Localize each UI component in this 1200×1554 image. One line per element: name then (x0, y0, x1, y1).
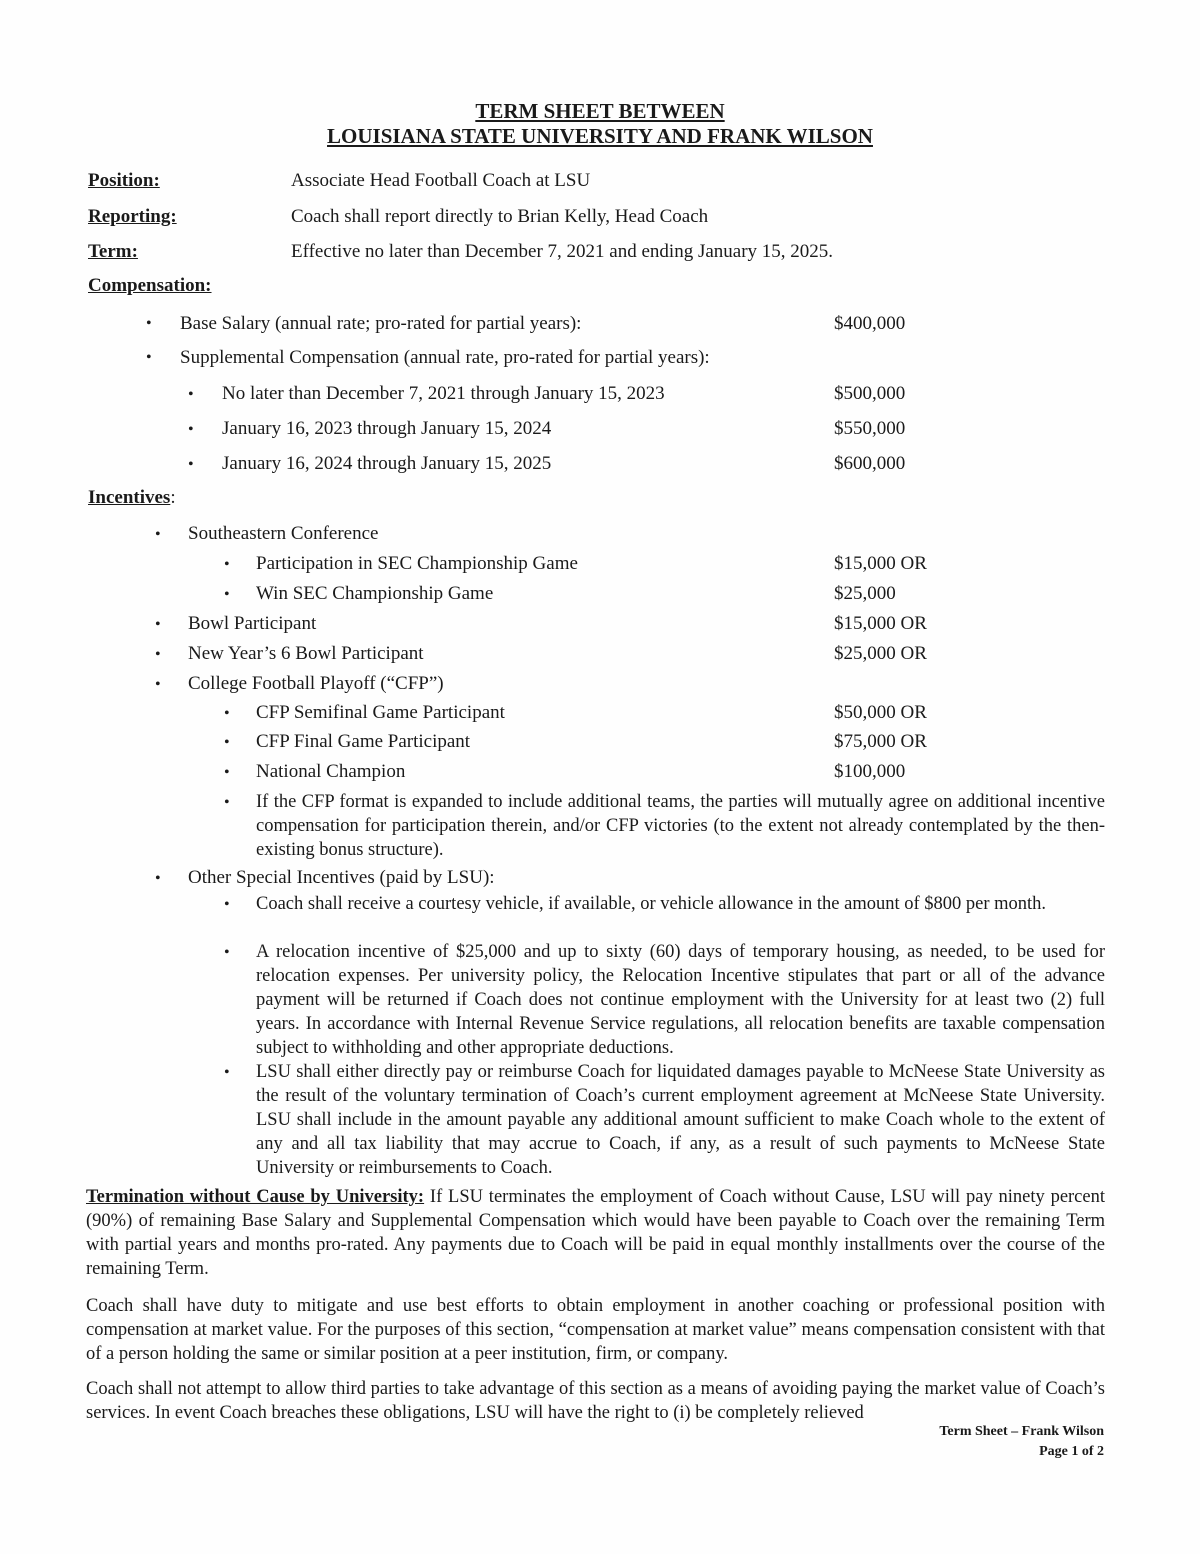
bowl-amount: $15,000 OR (834, 613, 927, 634)
bullet: • (224, 556, 230, 573)
ny6-label: New Year’s 6 Bowl Participant (188, 643, 424, 664)
bullet: • (188, 421, 194, 438)
bullet: • (224, 764, 230, 781)
reporting-value: Coach shall report directly to Brian Kelly, Head Coach (291, 206, 709, 227)
supplemental-label: Supplemental Compensation (annual rate, pro-rated for partial years): (180, 347, 710, 368)
bullet: • (146, 315, 152, 332)
bullet: • (224, 896, 230, 913)
cfp-item-amount: $100,000 (834, 761, 906, 782)
reporting-label: Reporting: (88, 206, 177, 227)
relocation-text: A relocation incentive of $25,000 and up to sixty (60) days of temporary housing, as needed, to be used for relocation expenses. Per university policy, the Relocation Incentive stipulates that part or all of the advance payment will be returned if Coach does not continue employment with the University for at least two (2) full years. In accordance with Internal Revenue Service regulations, all relocation benefits are taxable compensation subject to withholding and other appropriate deductions. (256, 942, 1105, 1058)
bullet: • (188, 456, 194, 473)
bullet: • (224, 586, 230, 603)
bullet: • (224, 794, 230, 811)
bullet: • (224, 734, 230, 751)
sec-item-label: Participation in SEC Championship Game (256, 553, 578, 574)
other-incentives-label: Other Special Incentives (paid by LSU): (188, 867, 495, 888)
footer-page-number: Page 1 of 2 (1039, 1444, 1104, 1459)
base-salary-label: Base Salary (annual rate; pro-rated for partial years): (180, 313, 582, 334)
cfp-label: College Football Playoff (“CFP”) (188, 673, 444, 694)
bullet: • (146, 349, 152, 366)
bullet: • (155, 526, 161, 543)
cfp-item-label: CFP Final Game Participant (256, 731, 471, 752)
supp-item-amount: $600,000 (834, 453, 906, 474)
bullet: • (155, 870, 161, 887)
cfp-item-label: National Champion (256, 761, 406, 782)
cfp-expansion-text: If the CFP format is expanded to include additional teams, the parties will mutually agree on additional incentive compensation for participation therein, and/or CFP victories (to the extent not already contemplated by the then-existing bonus structure). (256, 792, 1105, 860)
mitigation-paragraph: Coach shall have duty to mitigate and use best efforts to obtain employment in another coaching or professional position with compensation at market value. For the purposes of this section, “compensation at market value” means compensation consistent with that of a person holding the same or similar position at a peer institution, firm, or company. (86, 1296, 1105, 1364)
title-line-2: LOUISIANA STATE UNIVERSITY AND FRANK WILSON (327, 124, 873, 148)
cfp-item-amount: $75,000 OR (834, 731, 927, 752)
footer-doc-name: Term Sheet – Frank Wilson (939, 1424, 1104, 1439)
term-value: Effective no later than December 7, 2021 and ending January 15, 2025. (291, 241, 834, 262)
base-salary-amount: $400,000 (834, 313, 906, 334)
cfp-item-amount: $50,000 OR (834, 702, 927, 723)
termination-text: If LSU terminates the employment of Coach without Cause, LSU will pay ninety percent (90%) of remaining Base Salary and Supplemental Compensation which would have been payable to Coach over the remaining Term with partial years and months pro-rated. Any payments due to Coach will be paid in equal monthly installments over the course of the remaining Term. (86, 1187, 1105, 1279)
supp-item-label: January 16, 2024 through January 15, 2025 (222, 453, 552, 474)
incentives-colon: : (170, 487, 176, 508)
vehicle-text: Coach shall receive a courtesy vehicle, if available, or vehicle allowance in the amount of $800 per month. (256, 894, 1047, 914)
incentives-label: Incentives (88, 487, 171, 508)
third-party-paragraph: Coach shall not attempt to allow third parties to take advantage of this section as a means of avoiding paying the market value of Coach’s services. In event Coach breaches these obligations, LSU will have the right to (i) be completely relieved (86, 1379, 1105, 1423)
position-value: Associate Head Football Coach at LSU (291, 170, 591, 191)
supp-item-label: January 16, 2023 through January 15, 2024 (222, 418, 552, 439)
bullet: • (224, 944, 230, 961)
sec-item-amount: $15,000 OR (834, 553, 927, 574)
ny6-amount: $25,000 OR (834, 643, 927, 664)
sec-label: Southeastern Conference (188, 523, 379, 544)
bullet: • (155, 676, 161, 693)
mcneese-text: LSU shall either directly pay or reimburse Coach for liquidated damages payable to McNeese State University as the result of the voluntary termination of Coach’s current employment agreement at McNeese State University. LSU shall include in the amount payable any additional amount sufficient to make Coach whole to the extent of any and all tax liability that may accrue to Coach, if any, as a result of such payments to McNeese State University or reimbursements to Coach. (256, 1062, 1105, 1178)
cfp-item-label: CFP Semifinal Game Participant (256, 702, 505, 723)
bullet: • (224, 705, 230, 722)
supp-item-label: No later than December 7, 2021 through January 15, 2023 (222, 383, 665, 404)
termination-label: Termination without Cause by University: (86, 1187, 425, 1207)
termination-paragraph (86, 1185, 1105, 1281)
bullet: • (155, 646, 161, 663)
bullet: • (188, 386, 194, 403)
compensation-label: Compensation: (88, 275, 212, 296)
bullet: • (224, 1064, 230, 1081)
term-label: Term: (88, 241, 138, 262)
bullet: • (155, 616, 161, 633)
bowl-label: Bowl Participant (188, 613, 317, 634)
title-line-1: TERM SHEET BETWEEN (475, 99, 725, 123)
supp-item-amount: $500,000 (834, 383, 906, 404)
sec-item-amount: $25,000 (834, 583, 896, 604)
supp-item-amount: $550,000 (834, 418, 906, 439)
incentives-heading (88, 487, 176, 509)
position-label: Position: (88, 170, 160, 191)
sec-item-label: Win SEC Championship Game (256, 583, 494, 604)
